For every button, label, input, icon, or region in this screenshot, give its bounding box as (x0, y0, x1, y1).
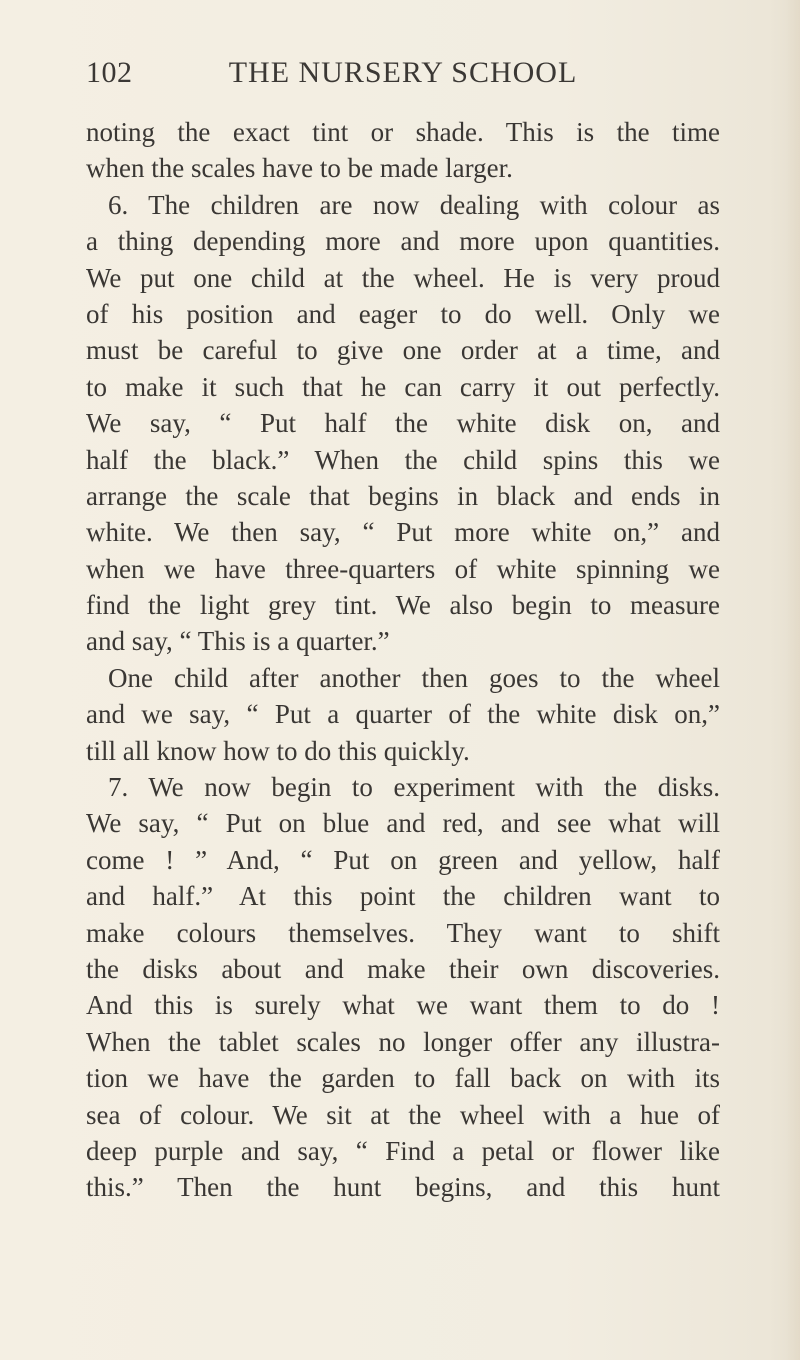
text-line: And this is surely what we want them to do ! (86, 990, 720, 1021)
text-line: this.” Then the hunt begins, and this hunt (86, 1172, 720, 1203)
text-line: 7. We now begin to experiment with the disks. (108, 772, 720, 803)
text-line: till all know how to do this quickly. (86, 735, 470, 766)
text-line: When the tablet scales no longer offer any illustra- (86, 1026, 720, 1057)
text-line: We say, “ Put half the white disk on, and (86, 408, 720, 439)
text-line: white. We then say, “ Put more white on,” and (86, 517, 720, 548)
text-line: half the black.” When the child spins this we (86, 444, 720, 475)
page-number: 102 (86, 56, 133, 89)
body-text (86, 114, 720, 1206)
text-line: find the light grey tint. We also begin to measure (86, 590, 720, 621)
text-line: One child after another then goes to the wheel (108, 662, 720, 693)
text-line: must be careful to give one order at a time, and (86, 335, 720, 366)
text-line: We put one child at the wheel. He is very proud (86, 262, 720, 293)
text-line: We say, “ Put on blue and red, and see what will (86, 808, 720, 839)
text-line: a thing depending more and more upon quantities. (86, 226, 720, 257)
text-line: to make it such that he can carry it out perfectly. (86, 371, 720, 402)
text-line: sea of colour. We sit at the wheel with a hue of (86, 1099, 720, 1130)
text-line: and we say, “ Put a quarter of the white disk on,” (86, 699, 720, 730)
text-line: tion we have the garden to fall back on with its (86, 1063, 720, 1094)
text-line: when the scales have to be made larger. (86, 153, 513, 184)
text-line: the disks about and make their own discoveries. (86, 953, 720, 984)
page-header (86, 56, 720, 96)
page-edge-shadow (786, 0, 800, 1360)
text-line: come ! ” And, “ Put on green and yellow, half (86, 844, 720, 875)
text-line: when we have three-quarters of white spinning we (86, 553, 720, 584)
text-line: arrange the scale that begins in black and ends in (86, 480, 720, 511)
text-line: and say, “ This is a quarter.” (86, 626, 390, 657)
text-line: and half.” At this point the children want to (86, 881, 720, 912)
text-line: noting the exact tint or shade. This is the time (86, 117, 720, 147)
text-line: deep purple and say, “ Find a petal or flower like (86, 1135, 720, 1166)
text-line: make colours themselves. They want to shift (86, 917, 720, 948)
running-head: THE NURSERY SCHOOL (228, 56, 578, 89)
text-line: 6. The children are now dealing with colour as (108, 189, 720, 220)
text-line: of his position and eager to do well. Only we (86, 298, 720, 329)
